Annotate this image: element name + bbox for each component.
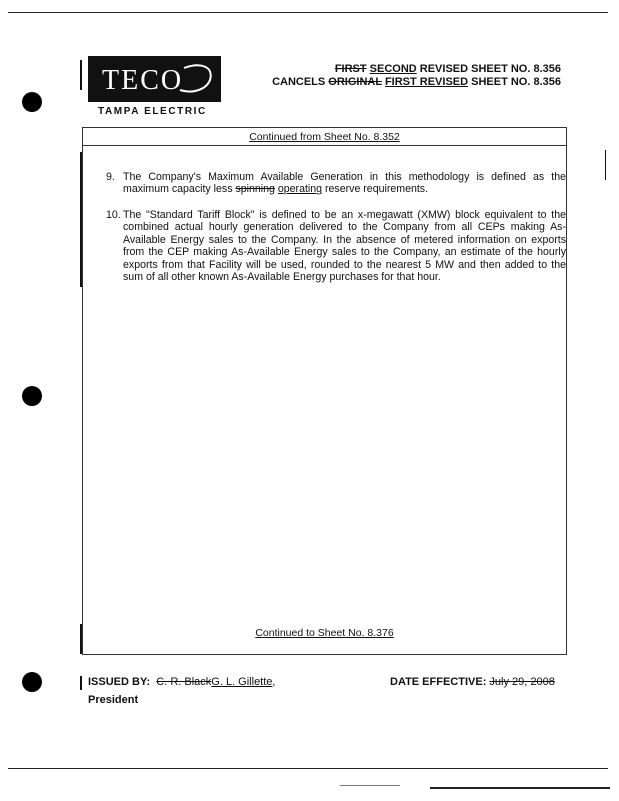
punch-hole-bottom (22, 672, 42, 692)
struck-date: July 29, 2008 (489, 676, 555, 688)
punch-hole-middle (22, 386, 42, 406)
paragraph-9 (106, 171, 566, 201)
bottom-rule-fragment (430, 787, 610, 789)
date-label: DATE EFFECTIVE: (390, 676, 487, 688)
paragraph-10 (106, 209, 566, 299)
struck-text: C. R. Black (156, 676, 212, 688)
content-frame (82, 127, 567, 655)
frame-divider (82, 145, 567, 146)
cancels-prefix: CANCELS (272, 76, 326, 88)
paragraph-text (123, 171, 566, 196)
continued-from: Continued from Sheet No. 8.352 (249, 131, 400, 143)
bottom-rule-fragment (340, 785, 400, 786)
paragraph-number: 9. (106, 171, 115, 183)
continued-to: Continued to Sheet No. 8.376 (255, 627, 394, 639)
cancels-sheet-number: SHEET NO. 8.356 (471, 76, 561, 88)
sheet-number-text: REVISED SHEET NO. 8.356 (419, 63, 561, 75)
issuer-name: G. L. Gillette (211, 676, 273, 688)
issuer-title: President (88, 694, 139, 706)
sheet-number-line (335, 63, 561, 75)
logo-subtitle: TAMPA ELECTRIC (98, 106, 207, 117)
cancels-line (272, 76, 561, 88)
date-effective (390, 676, 555, 688)
change-bar (80, 676, 82, 690)
margin-mark (605, 150, 606, 180)
inserted-text: SECOND (369, 63, 417, 75)
change-bar (80, 60, 82, 90)
issued-label: ISSUED BY: (88, 676, 151, 688)
text-segment: reserve requirements. (325, 183, 429, 196)
paragraph-text: The "Standard Tariff Block" is defined to be an x-megawatt (XMW) block equivalent to the combined actual hourly generation delivered to the Company from all CEPs making As-Available Energy sales to the Company. In the absence of metered information on exports from the CEP making As-Available Energy sales to the Company, an estimate of the hourly exports from that Facility will be used, rounded to the nearest 5 MW and then added to the sum of all other known As-Available Energy purchases for that hour. (123, 209, 566, 284)
bottom-rule (8, 768, 608, 769)
struck-text: FIRST (334, 63, 367, 75)
inserted-text: operating (277, 183, 323, 196)
struck-text: spinning (235, 183, 275, 196)
struck-text: ORIGINAL (328, 76, 382, 88)
punch-hole-top (22, 92, 42, 112)
top-rule (8, 12, 608, 13)
logo-text: TECO (102, 65, 184, 96)
issuer-suffix: , (272, 676, 276, 688)
inserted-text: FIRST REVISED (384, 76, 469, 88)
issued-by (88, 676, 275, 688)
teco-logo (88, 56, 221, 102)
text-segment: The Company's Maximum Available Generation in this methodology is defined as the maximum capacity less (123, 171, 566, 196)
paragraph-number: 10. (106, 209, 121, 221)
